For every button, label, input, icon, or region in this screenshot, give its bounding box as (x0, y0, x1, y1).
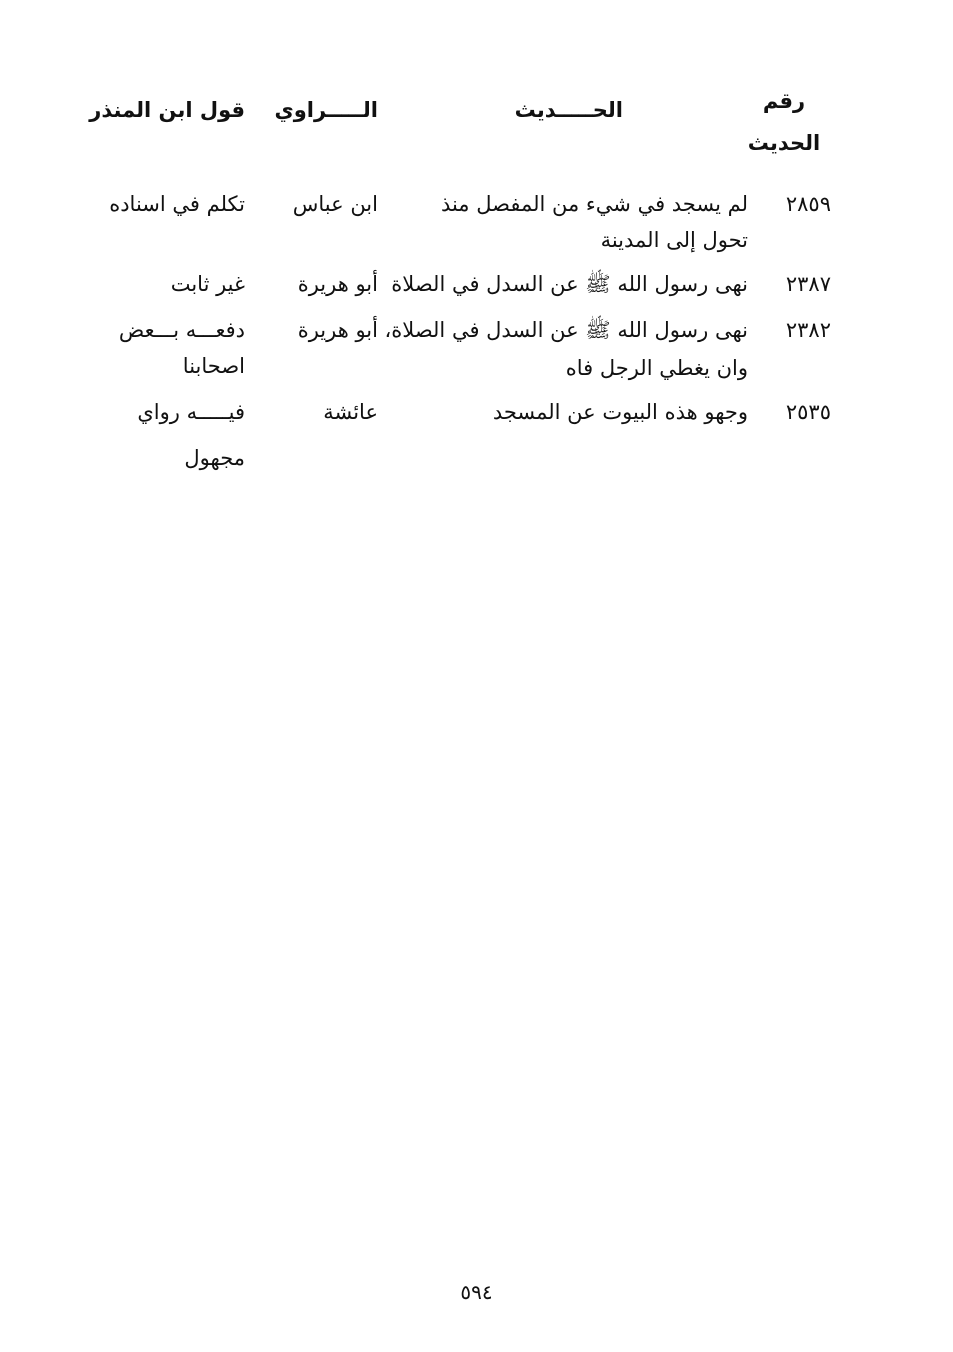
header-number-line1: رقم (762, 89, 806, 113)
row-narrator: أبو هريرة (297, 318, 378, 342)
row-narrator: عائشة (323, 400, 378, 424)
row-hadith-line1: وجهو هذه البيوت عن المسجد (492, 400, 748, 424)
header-ibn-mundhir: قول ابن المنذر (89, 98, 245, 122)
row-qawl-line2: مجهول (184, 446, 245, 470)
row-hadith-line2: وان يغطي الرجل فاه (565, 356, 748, 380)
header-narrator: الـــــراوي (274, 98, 378, 122)
row-hadith-line2: تحول إلى المدينة (600, 228, 748, 252)
row-qawl-line1: فيـــــه رواي (137, 400, 245, 424)
row-qawl-line1: تكلم في اسناده (109, 192, 245, 216)
row-narrator: ابن عباس (292, 192, 378, 216)
row-number: ٢٣٨٧ (785, 272, 831, 296)
header-number-line2: الحديث (747, 131, 821, 155)
row-hadith-line1: نهى رسول الله ﷺ عن السدل في الصلاة (391, 272, 748, 296)
header-hadith: الحـــــديث (514, 98, 623, 122)
row-hadith-line1: نهى رسول الله ﷺ عن السدل في الصلاة، (384, 318, 748, 342)
row-narrator: أبو هريرة (297, 272, 378, 296)
row-number: ٢٨٥٩ (785, 192, 831, 216)
row-qawl-line1: غير ثابت (170, 272, 245, 296)
row-number: ٢٥٣٥ (785, 400, 831, 424)
row-qawl-line2: اصحابنا (182, 354, 245, 378)
header-hadith-number (739, 80, 829, 164)
row-hadith-line1: لم يسجد في شيء من المفصل منذ (440, 192, 748, 216)
row-qawl-line1: دفعـــه بـــعض (118, 318, 245, 342)
page-number: ٥٩٤ (460, 1280, 493, 1304)
row-number: ٢٣٨٢ (785, 318, 831, 342)
